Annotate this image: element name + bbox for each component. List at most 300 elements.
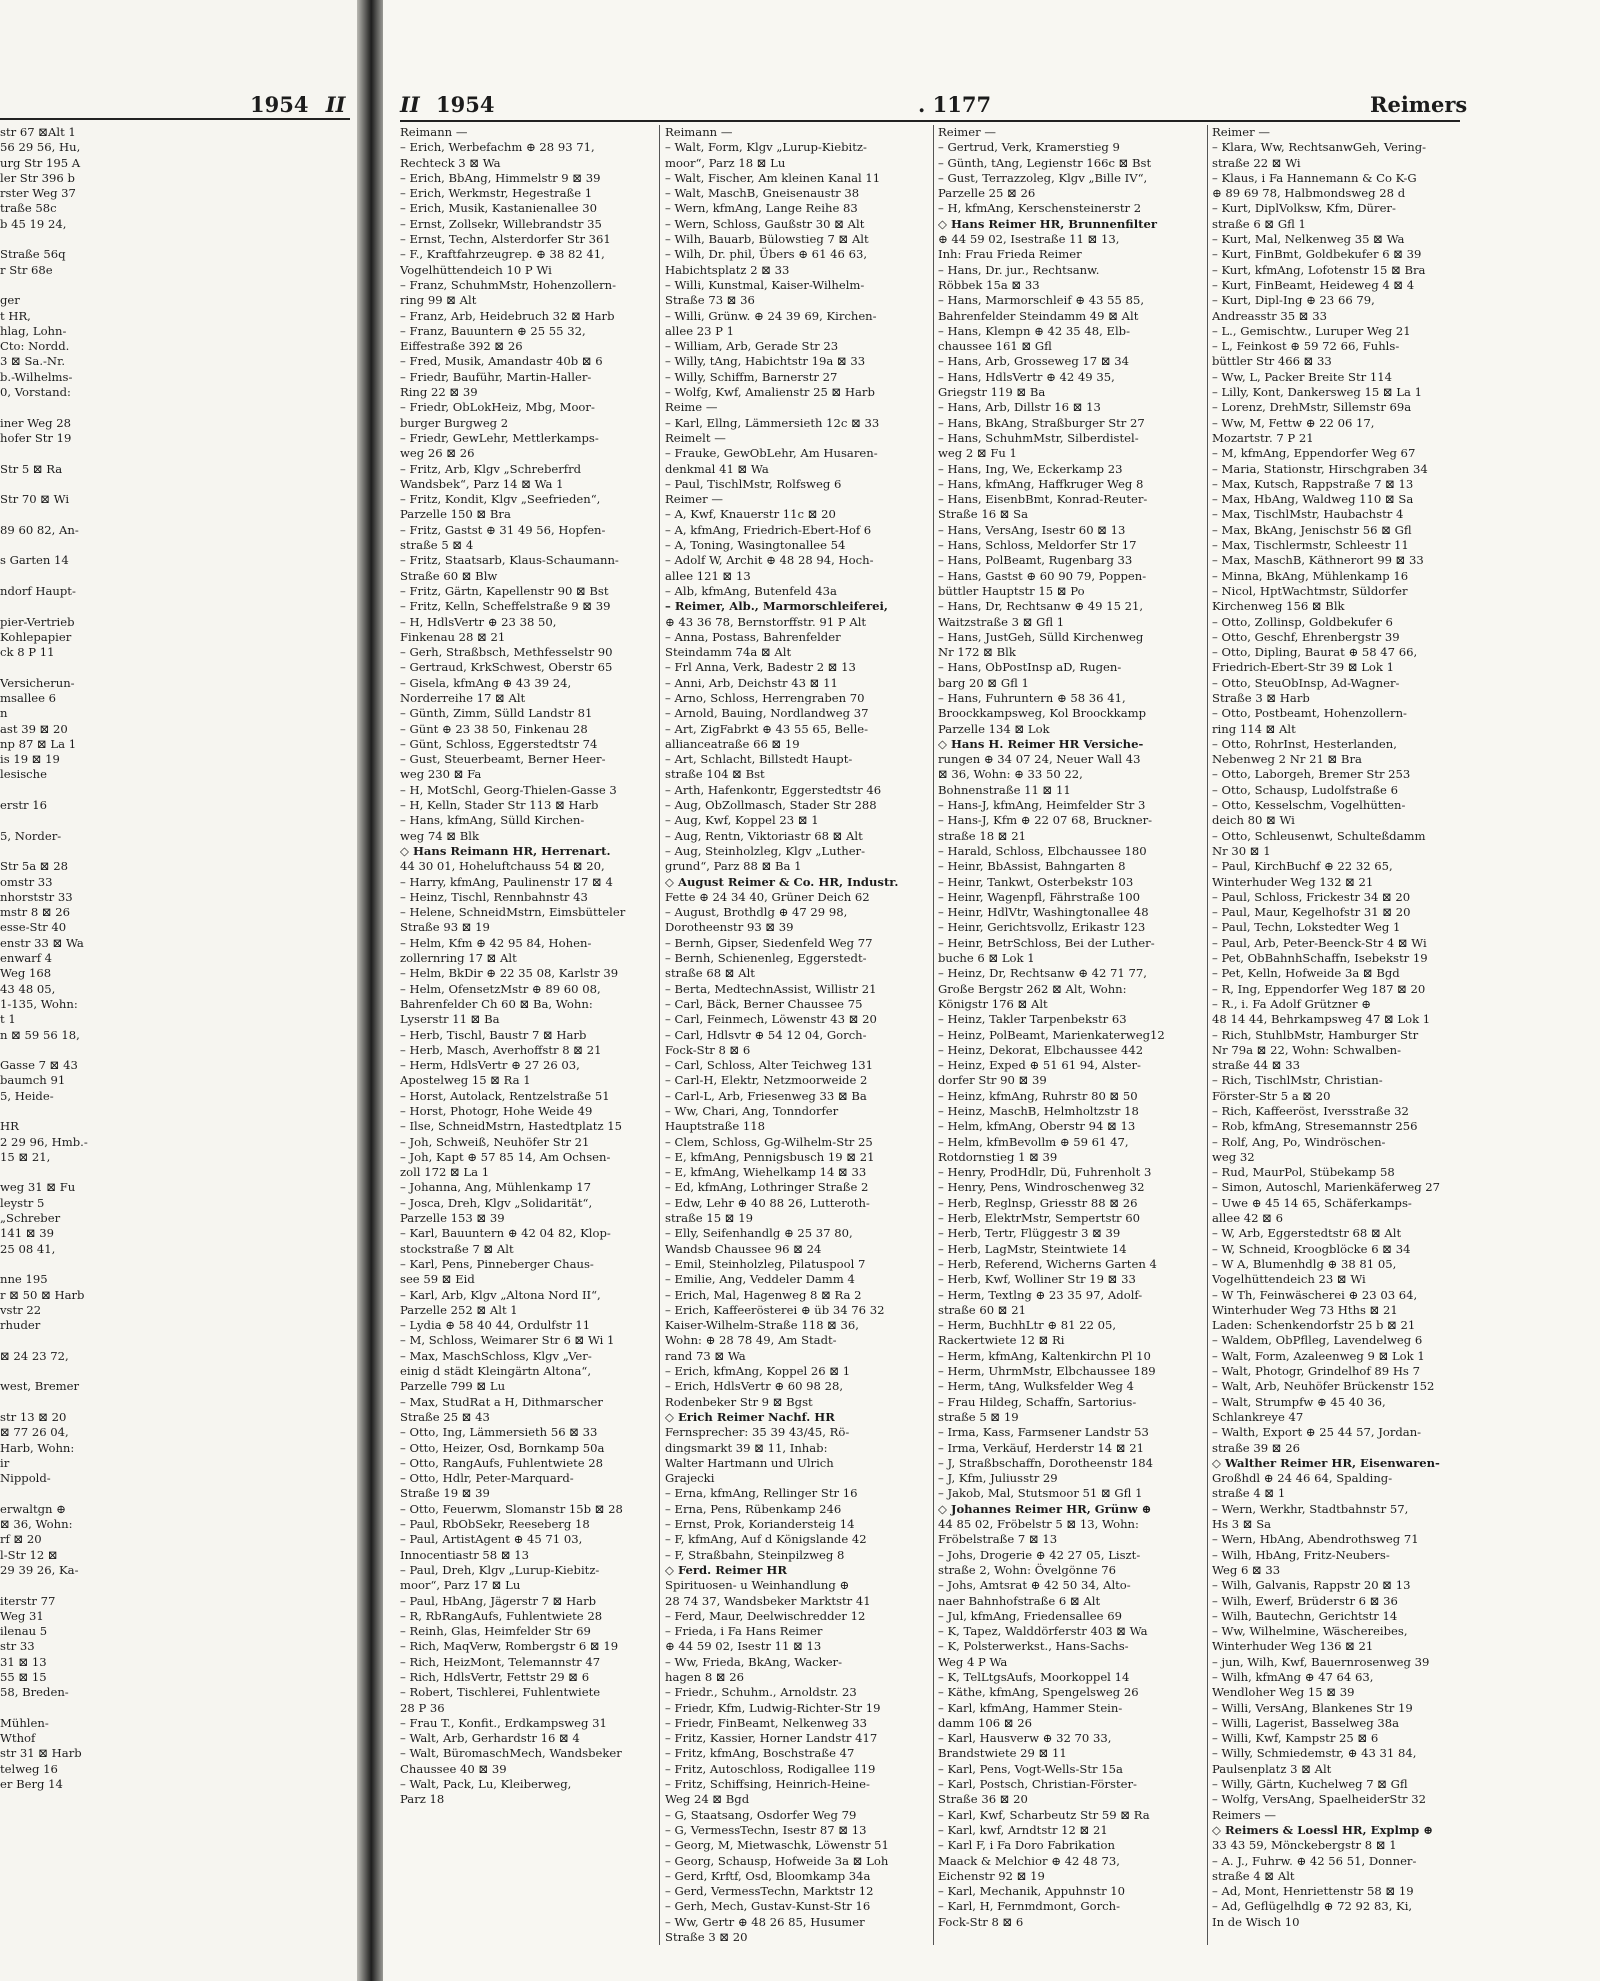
directory-entry: Norderreihe 17 ⊠ Alt bbox=[400, 690, 526, 705]
directory-entry: – Walth, Export ⊕ 25 44 57, Jordan- bbox=[1212, 1425, 1422, 1440]
directory-entry: HR bbox=[0, 1119, 19, 1134]
directory-entry bbox=[0, 813, 350, 828]
directory-entry: weg 74 ⊠ Blk bbox=[400, 828, 479, 843]
directory-entry: – Aug, Steinholzleg, Klgv „Luther- bbox=[665, 843, 866, 858]
directory-entry: – Franz, Arb, Heidebruch 32 ⊠ Harb bbox=[400, 308, 615, 323]
directory-entry: – Helm, kfmAng, Oberstr 94 ⊠ 13 bbox=[938, 1119, 1136, 1134]
directory-entry: zoll 172 ⊠ La 1 bbox=[400, 1165, 490, 1180]
directory-entry: – K, Tapez, Walddörferstr 403 ⊠ Wa bbox=[938, 1624, 1148, 1639]
directory-entry bbox=[0, 507, 350, 522]
directory-entry: – Wilh, Bautechn, Gerichtstr 14 bbox=[1212, 1608, 1398, 1623]
directory-entry: „Schreber bbox=[0, 1211, 61, 1226]
directory-entry: – Günth, tAng, Legienstr 166c ⊠ Bst bbox=[938, 155, 1152, 170]
directory-entry: – Wolfg, VersAng, SpaelheiderStr 32 bbox=[1212, 1792, 1426, 1807]
directory-entry: – Heinr, BetrSchloss, Bei der Luther- bbox=[938, 935, 1155, 950]
directory-entry: – F., Kraftfahrzeugrep. ⊕ 38 82 41, bbox=[400, 247, 605, 262]
directory-entry: – Ww, Frieda, BkAng, Wacker- bbox=[665, 1654, 843, 1669]
directory-entry: Fock-Str 8 ⊠ 6 bbox=[938, 1914, 1024, 1929]
directory-entry: iterstr 77 bbox=[0, 1593, 56, 1608]
directory-entry: weg 2 ⊠ Fu 1 bbox=[938, 446, 1017, 461]
directory-entry: – Willi, Grünw. ⊕ 24 39 69, Kirchen- bbox=[665, 308, 877, 323]
directory-entry: Wthof bbox=[0, 1731, 36, 1746]
directory-entry: – Hans, kfmAng, Sülld Kirchen- bbox=[400, 813, 585, 828]
directory-entry: – Art, ZigFabrkt ⊕ 43 55 65, Belle- bbox=[665, 721, 869, 736]
directory-entry: rungen ⊕ 34 07 24, Neuer Wall 43 bbox=[938, 752, 1141, 767]
directory-entry: chaussee 161 ⊠ Gfl bbox=[938, 339, 1052, 354]
directory-entry: straße 2, Wohn: Övelgönne 76 bbox=[938, 1562, 1116, 1577]
directory-entry: ir bbox=[0, 1455, 10, 1470]
directory-entry: buche 6 ⊠ Lok 1 bbox=[938, 951, 1035, 966]
directory-entry: weg 26 ⊠ 26 bbox=[400, 446, 475, 461]
directory-entry: – Wern, kfmAng, Lange Reihe 83 bbox=[665, 201, 858, 216]
directory-entry: – Hans, Schloss, Meldorfer Str 17 bbox=[938, 538, 1137, 553]
directory-entry: – Edw, Lehr ⊕ 40 88 26, Lutteroth- bbox=[665, 1195, 870, 1210]
directory-entry: – K, Polsterwerkst., Hans-Sachs- bbox=[938, 1639, 1129, 1654]
directory-entry: – R, Ing, Eppendorfer Weg 187 ⊠ 20 bbox=[1212, 981, 1426, 996]
directory-entry: – Wilh, Ewerf, Brüderstr 6 ⊠ 36 bbox=[1212, 1593, 1398, 1608]
directory-entry: – Gertrud, Verk, Kramerstieg 9 bbox=[938, 140, 1120, 155]
directory-entry: Andreasstr 35 ⊠ 33 bbox=[1212, 308, 1327, 323]
directory-entry: einig d städt Kleingärtn Altona“, bbox=[400, 1364, 592, 1379]
directory-entry: – Herb, ElektrMstr, Sempertstr 60 bbox=[938, 1211, 1141, 1226]
directory-entry: Vogelhüttendeich 10 P Wi bbox=[400, 262, 552, 277]
directory-entry: – L., Gemischtw., Luruper Weg 21 bbox=[1212, 323, 1411, 338]
directory-entry: – Günt, Schloss, Eggerstedtstr 74 bbox=[400, 736, 598, 751]
directory-entry: – Joh, Schweiß, Neuhöfer Str 21 bbox=[400, 1134, 590, 1149]
directory-entry: – H, kfmAng, Kerschensteinerstr 2 bbox=[938, 201, 1142, 216]
directory-entry: – Alb, kfmAng, Butenfeld 43a bbox=[665, 583, 837, 598]
directory-entry: Str 5 ⊠ Ra bbox=[0, 461, 63, 476]
directory-entry bbox=[0, 1333, 350, 1348]
directory-entry: – Rich, HdlsVertr, Fettstr 29 ⊠ 6 bbox=[400, 1669, 590, 1684]
directory-entry: – Uwe ⊕ 45 14 65, Schäferkamps- bbox=[1212, 1195, 1412, 1210]
directory-entry: Weg 24 ⊠ Bgd bbox=[665, 1792, 750, 1807]
directory-entry: ◇ August Reimer & Co. HR, Industr. bbox=[665, 874, 899, 889]
directory-entry: – Herb, Referend, Wicherns Garten 4 bbox=[938, 1256, 1157, 1271]
directory-entry: – Heinz, kfmAng, Ruhrstr 80 ⊠ 50 bbox=[938, 1088, 1138, 1103]
directory-entry: 44 30 01, Hoheluftchauss 54 ⊠ 20, bbox=[400, 859, 605, 874]
directory-entry: ger bbox=[0, 293, 20, 308]
directory-entry: – R, RbRangAufs, Fuhlentwiete 28 bbox=[400, 1608, 603, 1623]
directory-entry: Förster-Str 5 a ⊠ 20 bbox=[1212, 1088, 1331, 1103]
directory-entry: straße 6 ⊠ Gfl 1 bbox=[1212, 216, 1306, 231]
directory-entry: – Helm, kfmBevollm ⊕ 59 61 47, bbox=[938, 1134, 1129, 1149]
directory-entry: enwarf 4 bbox=[0, 951, 53, 966]
directory-entry: Chaussee 40 ⊠ 39 bbox=[400, 1761, 507, 1776]
directory-entry: Lyserstr 11 ⊠ Ba bbox=[400, 1012, 500, 1027]
directory-entry: weg 31 ⊠ Fu bbox=[0, 1180, 76, 1195]
directory-entry: – Georg, Schausp, Hofweide 3a ⊠ Loh bbox=[665, 1853, 889, 1868]
directory-entry: – Hans, ObPostInsp aD, Rugen- bbox=[938, 660, 1122, 675]
directory-entry: straße 39 ⊠ 26 bbox=[1212, 1440, 1300, 1455]
directory-entry: – Otto, Dipling, Baurat ⊕ 58 47 66, bbox=[1212, 645, 1418, 660]
directory-entry: straße 15 ⊠ 19 bbox=[665, 1211, 753, 1226]
directory-entry: – Fritz, Autoschloss, Rodigallee 119 bbox=[665, 1761, 876, 1776]
directory-entry: – Ww, M, Fettw ⊕ 22 06 17, bbox=[1212, 415, 1375, 430]
directory-entry: – Hans, Klempn ⊕ 42 35 48, Elb- bbox=[938, 323, 1130, 338]
directory-entry: burger Burgweg 2 bbox=[400, 415, 509, 430]
directory-entry: str 33 bbox=[0, 1639, 35, 1654]
directory-entry: Kirchenweg 156 ⊠ Blk bbox=[1212, 599, 1345, 614]
directory-entry: Parzelle 252 ⊠ Alt 1 bbox=[400, 1302, 518, 1317]
directory-entry: – A. J., Fuhrw. ⊕ 42 56 51, Donner- bbox=[1212, 1853, 1417, 1868]
directory-entry: Laden: Schenkendorfstr 25 b ⊠ 21 bbox=[1212, 1318, 1416, 1333]
directory-entry: – Erich, HdlsVertr ⊕ 60 98 28, bbox=[665, 1379, 844, 1394]
directory-column-2 bbox=[665, 125, 933, 1945]
directory-entry: Reimelt — bbox=[665, 430, 726, 445]
directory-entry: – Rob, kfmAng, Stresemannstr 256 bbox=[1212, 1119, 1418, 1134]
directory-entry: – E, kfmAng, Wiehelkamp 14 ⊠ 33 bbox=[665, 1165, 867, 1180]
directory-entry: – Herm, HdlsVertr ⊕ 27 26 03, bbox=[400, 1058, 580, 1073]
directory-entry: – Herb, LagMstr, Steintwiete 14 bbox=[938, 1241, 1127, 1256]
directory-entry: omstr 33 bbox=[0, 874, 53, 889]
directory-entry: er Berg 14 bbox=[0, 1777, 63, 1792]
directory-entry: erstr 16 bbox=[0, 798, 47, 813]
directory-entry: 15 ⊠ 21, bbox=[0, 1149, 51, 1164]
directory-entry: – Kurt, DiplVolksw, Kfm, Dürer- bbox=[1212, 201, 1396, 216]
directory-entry: ⊠ 36, Wohn: bbox=[0, 1517, 73, 1532]
directory-entry: straße 68 ⊠ Alt bbox=[665, 966, 755, 981]
directory-entry: – F, kfmAng, Auf d Königslande 42 bbox=[665, 1532, 867, 1547]
directory-entry: – Max, BkAng, Jenischstr 56 ⊠ Gfl bbox=[1212, 522, 1412, 537]
directory-entry: – Reinh, Glas, Heimfelder Str 69 bbox=[400, 1624, 591, 1639]
directory-entry: – Karl, Kwf, Scharbeutz Str 59 ⊠ Ra bbox=[938, 1807, 1150, 1822]
directory-entry: – Jakob, Mal, Stutsmoor 51 ⊠ Gfl 1 bbox=[938, 1486, 1143, 1501]
directory-entry: – Herb, Kwf, Wolliner Str 19 ⊠ 33 bbox=[938, 1272, 1136, 1287]
directory-entry: – Fritz, Gärtn, Kapellenstr 90 ⊠ Bst bbox=[400, 583, 609, 598]
directory-entry: b 45 19 24, bbox=[0, 216, 67, 231]
directory-column-3 bbox=[938, 125, 1210, 1930]
directory-entry: – Ww, Gertr ⊕ 48 26 85, Husumer bbox=[665, 1914, 865, 1929]
directory-entry: moor“, Parz 17 ⊠ Lu bbox=[400, 1578, 521, 1593]
directory-entry: – Klaus, i Fa Hannemann & Co K-G bbox=[1212, 170, 1417, 185]
directory-entry: – Otto, Hdlr, Peter-Marquard- bbox=[400, 1471, 574, 1486]
directory-entry: Mühlen- bbox=[0, 1715, 49, 1730]
directory-entry: – Herb, Tertr, Flüggestr 3 ⊠ 39 bbox=[938, 1226, 1121, 1241]
directory-entry: – Paul, Dreh, Klgv „Lurup-Kiebitz- bbox=[400, 1562, 600, 1577]
directory-entry: – Adolf W, Archit ⊕ 48 28 94, Hoch- bbox=[665, 553, 874, 568]
directory-entry: – Erna, kfmAng, Rellinger Str 16 bbox=[665, 1486, 858, 1501]
directory-entry: hagen 8 ⊠ 26 bbox=[665, 1669, 745, 1684]
directory-entry: – Arno, Schloss, Herrengraben 70 bbox=[665, 690, 865, 705]
directory-entry: – Fritz, kfmAng, Boschstraße 47 bbox=[665, 1746, 855, 1761]
directory-entry: Straße 3 ⊠ 20 bbox=[665, 1930, 748, 1945]
directory-entry: – J, Kfm, Juliusstr 29 bbox=[938, 1471, 1058, 1486]
directory-entry: – Ed, kfmAng, Lothringer Straße 2 bbox=[665, 1180, 869, 1195]
directory-entry: leystr 5 bbox=[0, 1195, 45, 1210]
directory-entry: Versicherun- bbox=[0, 675, 75, 690]
directory-entry: – Pet, ObBahnhSchaffn, Isebekstr 19 bbox=[1212, 951, 1428, 966]
directory-entry: – Erich, kfmAng, Koppel 26 ⊠ 1 bbox=[665, 1364, 851, 1379]
directory-entry: – Wilh, Dr. phil, Übers ⊕ 61 46 63, bbox=[665, 247, 868, 262]
directory-entry: – Hans, Arb, Dillstr 16 ⊠ 13 bbox=[938, 400, 1101, 415]
directory-entry: – Paul, Techn, Lokstedter Weg 1 bbox=[1212, 920, 1401, 935]
directory-entry: – Henry, Pens, Windroschenweg 32 bbox=[938, 1180, 1145, 1195]
directory-entry: – Wilh, Galvanis, Rappstr 20 ⊠ 13 bbox=[1212, 1578, 1411, 1593]
directory-entry: ◇ Reimers & Loessl HR, Explmp ⊕ bbox=[1212, 1822, 1433, 1837]
directory-entry: – Frau Hildeg, Schaffn, Sartorius- bbox=[938, 1394, 1137, 1409]
directory-entry: – Walt, Arb, Neuhöfer Brückenstr 152 bbox=[1212, 1379, 1435, 1394]
directory-entry: – Käthe, kfmAng, Spengelsweg 26 bbox=[938, 1685, 1139, 1700]
directory-entry: – A, Kwf, Knauerstr 11c ⊠ 20 bbox=[665, 507, 836, 522]
directory-entry: – Friedr, GewLehr, Mettlerkamps- bbox=[400, 430, 599, 445]
directory-entry: hofer Str 19 bbox=[0, 430, 72, 445]
directory-entry: – Hans, Dr. jur., Rechtsanw. bbox=[938, 262, 1100, 277]
directory-entry: nhorststr 33 bbox=[0, 889, 73, 904]
directory-entry: straße 22 ⊠ Wi bbox=[1212, 155, 1301, 170]
directory-entry: – Herb, Tischl, Baustr 7 ⊠ Harb bbox=[400, 1027, 587, 1042]
directory-entry: – Elly, Seifenhandlg ⊕ 25 37 80, bbox=[665, 1226, 853, 1241]
directory-entry: Röbbek 15a ⊠ 33 bbox=[938, 277, 1040, 292]
directory-entry: – Herm, kfmAng, Kaltenkirchn Pl 10 bbox=[938, 1348, 1151, 1363]
directory-entry: – Hans, Dr, Rechtsanw ⊕ 49 15 21, bbox=[938, 599, 1144, 614]
directory-entry: – Bernh, Schienenleg, Eggerstedt- bbox=[665, 951, 867, 966]
directory-entry: Straße 36 ⊠ 20 bbox=[938, 1792, 1028, 1807]
directory-entry: – H, HdlsVertr ⊕ 23 38 50, bbox=[400, 614, 557, 629]
directory-entry: – Helm, OfensetzMstr ⊕ 89 60 08, bbox=[400, 981, 601, 996]
directory-entry: – Otto, Schleusenwt, Schulteßdamm bbox=[1212, 828, 1426, 843]
directory-entry: – Robert, Tischlerei, Fuhlentwiete bbox=[400, 1685, 601, 1700]
directory-entry: – Art, Schlacht, Billstedt Haupt- bbox=[665, 752, 853, 767]
directory-entry: – Hans, EisenbBmt, Konrad-Reuter- bbox=[938, 492, 1148, 507]
directory-entry: Gasse 7 ⊠ 43 bbox=[0, 1058, 78, 1073]
directory-entry: – Arth, Hafenkontr, Eggerstedtstr 46 bbox=[665, 782, 882, 797]
directory-entry: – Hans, JustGeh, Sülld Kirchenweg bbox=[938, 629, 1144, 644]
directory-entry: – Johanna, Ang, Mühlenkamp 17 bbox=[400, 1180, 591, 1195]
directory-entry: – Lilly, Kont, Dankersweg 15 ⊠ La 1 bbox=[1212, 385, 1422, 400]
directory-entry: weg 230 ⊠ Fa bbox=[400, 767, 482, 782]
directory-entry: – Emil, Steinholzleg, Pilatuspool 7 bbox=[665, 1256, 866, 1271]
directory-entry: – Karl, Mechanik, Appuhnstr 10 bbox=[938, 1884, 1126, 1899]
directory-entry: rf ⊠ 20 bbox=[0, 1532, 42, 1547]
directory-entry: – Walt, Fischer, Am kleinen Kanal 11 bbox=[665, 170, 881, 185]
directory-entry: – Karl, Ellng, Lämmersieth 12c ⊠ 33 bbox=[665, 415, 880, 430]
directory-entry: – Maria, Stationstr, Hirschgraben 34 bbox=[1212, 461, 1428, 476]
directory-entry bbox=[0, 660, 350, 675]
directory-entry: ck 8 P 11 bbox=[0, 645, 55, 660]
directory-entry: Parzelle 799 ⊠ Lu bbox=[400, 1379, 506, 1394]
directory-entry: 25 08 41, bbox=[0, 1241, 56, 1256]
directory-entry: – Friedr., Schuhm., Arnoldstr. 23 bbox=[665, 1685, 857, 1700]
directory-entry: rster Weg 37 bbox=[0, 186, 76, 201]
directory-entry: ndorf Haupt- bbox=[0, 583, 76, 598]
directory-entry: – jun, Wilh, Kwf, Bauernrosenweg 39 bbox=[1212, 1654, 1430, 1669]
directory-entry: 28 P 36 bbox=[400, 1700, 445, 1715]
directory-entry: – Hans, BkAng, Straßburger Str 27 bbox=[938, 415, 1145, 430]
directory-entry: Weg 168 bbox=[0, 966, 52, 981]
directory-entry: traße 58c bbox=[0, 201, 57, 216]
directory-entry: – H, MotSchl, Georg-Thielen-Gasse 3 bbox=[400, 782, 617, 797]
directory-entry: – Rolf, Ang, Po, Windröschen- bbox=[1212, 1134, 1386, 1149]
directory-entry: – Carl-L, Arb, Friesenweg 33 ⊠ Ba bbox=[665, 1088, 867, 1103]
directory-entry bbox=[0, 569, 350, 584]
directory-entry: straße 5 ⊠ 19 bbox=[938, 1409, 1019, 1424]
directory-entry bbox=[0, 400, 350, 415]
directory-entry: – Heinr, HdlVtr, Washingtonallee 48 bbox=[938, 905, 1149, 920]
directory-entry: ◇ Walther Reimer HR, Eisenwaren- bbox=[1212, 1455, 1440, 1470]
directory-entry: – Erich, Musik, Kastanienallee 30 bbox=[400, 201, 598, 216]
directory-entry: 33 43 59, Mönckebergstr 8 ⊠ 1 bbox=[1212, 1838, 1397, 1853]
directory-entry: – Herm, tAng, Wulksfelder Weg 4 bbox=[938, 1379, 1134, 1394]
directory-entry: Straße 25 ⊠ 43 bbox=[400, 1409, 490, 1424]
directory-entry: – Franz, SchuhmMstr, Hohenzollern- bbox=[400, 277, 617, 292]
directory-entry: – Karl, Bauuntern ⊕ 42 04 82, Klop- bbox=[400, 1226, 611, 1241]
directory-entry: grund“, Parz 88 ⊠ Ba 1 bbox=[665, 859, 802, 874]
directory-entry: – Otto, RangAufs, Fuhlentwiete 28 bbox=[400, 1455, 604, 1470]
directory-entry: – Carl, Schloss, Alter Teichweg 131 bbox=[665, 1058, 873, 1073]
directory-entry: In de Wisch 10 bbox=[1212, 1914, 1300, 1929]
directory-entry: Str 5a ⊠ 28 bbox=[0, 859, 68, 874]
directory-entry: – Willi, VersAng, Blankenes Str 19 bbox=[1212, 1700, 1413, 1715]
left-header-year: 1954 bbox=[250, 92, 309, 117]
directory-entry: Innocentiastr 58 ⊠ 13 bbox=[400, 1547, 530, 1562]
directory-entry: – Walt, BüromaschMech, Wandsbeker bbox=[400, 1746, 622, 1761]
directory-entry: Steindamm 74a ⊠ Alt bbox=[665, 645, 792, 660]
directory-entry: – Herm, Textlng ⊕ 23 35 97, Adolf- bbox=[938, 1287, 1143, 1302]
directory-entry: – Willy, Schmiedemstr, ⊕ 43 31 84, bbox=[1212, 1746, 1417, 1761]
directory-entry: – M, kfmAng, Eppendorfer Weg 67 bbox=[1212, 446, 1416, 461]
directory-entry: – Karl, kfmAng, Hammer Stein- bbox=[938, 1700, 1123, 1715]
directory-entry: – Erich, Werbefachm ⊕ 28 93 71, bbox=[400, 140, 595, 155]
directory-entry: – Gerd, VermessTechn, Marktstr 12 bbox=[665, 1884, 874, 1899]
directory-entry: – Aug, Kwf, Koppel 23 ⊠ 1 bbox=[665, 813, 819, 828]
directory-entry: – Paul, RbObSekr, Reeseberg 18 bbox=[400, 1517, 590, 1532]
directory-entry: ◇ Johannes Reimer HR, Grünw ⊕ bbox=[938, 1501, 1152, 1516]
directory-entry: – Walt, Strumpfw ⊕ 45 40 36, bbox=[1212, 1394, 1386, 1409]
directory-entry: Kohlepapier bbox=[0, 629, 72, 644]
directory-entry: – Wern, HbAng, Abendrothsweg 71 bbox=[1212, 1532, 1419, 1547]
directory-entry: – Willi, Lagerist, Basselweg 38a bbox=[1212, 1715, 1399, 1730]
directory-entry: naer Bahnhofstraße 6 ⊠ Alt bbox=[938, 1593, 1101, 1608]
directory-entry: – Walt, MaschB, Gneisenaustr 38 bbox=[665, 186, 860, 201]
directory-entry: – L, Feinkost ⊕ 59 72 66, Fuhls- bbox=[1212, 339, 1400, 354]
directory-entry: – Horst, Photogr, Hohe Weide 49 bbox=[400, 1104, 593, 1118]
directory-entry: Bahrenfelder Steindamm 49 ⊠ Alt bbox=[938, 308, 1139, 323]
directory-entry: – Fritz, Kondit, Klgv „Seefrieden“, bbox=[400, 492, 601, 507]
directory-entry: – Heinr, Tankwt, Osterbekstr 103 bbox=[938, 874, 1134, 889]
directory-entry: ⊠ 36, Wohn: ⊕ 33 50 22, bbox=[938, 767, 1083, 782]
directory-entry: n bbox=[0, 706, 8, 721]
directory-entry: – Max, MaschSchloss, Klgv „Ver- bbox=[400, 1348, 592, 1363]
directory-entry: – Franz, Bauuntern ⊕ 25 55 32, bbox=[400, 323, 586, 338]
directory-entry bbox=[0, 1165, 350, 1180]
directory-entry: Große Bergstr 262 ⊠ Alt, Wohn: bbox=[938, 981, 1127, 996]
directory-entry: – Helene, SchneidMstrn, Eimsbütteler bbox=[400, 905, 626, 920]
directory-entry: – Simon, Autoschl, Marienkäferweg 27 bbox=[1212, 1180, 1441, 1195]
directory-entry: Friedrich-Ebert-Str 39 ⊠ Lok 1 bbox=[1212, 660, 1395, 675]
directory-entry: – Heinz, Dekorat, Elbchaussee 442 bbox=[938, 1042, 1144, 1057]
directory-entry: Waitzstraße 3 ⊠ Gfl 1 bbox=[938, 614, 1065, 629]
directory-entry: – Ad, Mont, Henriettenstr 58 ⊠ 19 bbox=[1212, 1884, 1414, 1899]
directory-entry: – Herm, BuchhLtr ⊕ 81 22 05, bbox=[938, 1318, 1117, 1333]
directory-entry bbox=[0, 538, 350, 553]
directory-entry: – Karl, kwf, Arndtstr 12 ⊠ 21 bbox=[938, 1822, 1108, 1837]
directory-entry: ◇ Hans H. Reimer HR Versiche- bbox=[938, 736, 1144, 751]
directory-entry: Fernsprecher: 35 39 43/45, Rö- bbox=[665, 1425, 850, 1440]
directory-entry: Str 70 ⊠ Wi bbox=[0, 492, 70, 507]
directory-entry: weg 32 bbox=[1212, 1149, 1255, 1164]
directory-entry: 2 29 96, Hmb.- bbox=[0, 1134, 88, 1149]
directory-entry: ◇ Erich Reimer Nachf. HR bbox=[665, 1409, 835, 1424]
directory-entry: 29 39 26, Ka- bbox=[0, 1562, 79, 1577]
directory-entry: 56 29 56, Hu, bbox=[0, 140, 81, 155]
directory-entry: straße 4 ⊠ Alt bbox=[1212, 1868, 1295, 1883]
directory-entry: – Friedr, Kfm, Ludwig-Richter-Str 19 bbox=[665, 1700, 881, 1715]
directory-entry: – K, TelLtgsAufs, Moorkoppel 14 bbox=[938, 1669, 1130, 1684]
directory-entry: Reimer — bbox=[938, 125, 996, 139]
directory-entry bbox=[0, 1104, 350, 1119]
directory-entry: – Heinz, Takler Tarpenbekstr 63 bbox=[938, 1012, 1127, 1027]
directory-entry bbox=[0, 599, 350, 614]
directory-entry: ◇ Hans Reimer HR, Brunnenfilter bbox=[938, 216, 1157, 231]
directory-entry: ◇ Hans Reimann HR, Herrenart. bbox=[400, 843, 611, 858]
directory-entry: 5, Heide- bbox=[0, 1088, 54, 1103]
directory-entry: – Carl-H, Elektr, Netzmoorweide 2 bbox=[665, 1073, 868, 1088]
directory-entry: – Horst, Autolack, Rentzelstraße 51 bbox=[400, 1088, 610, 1103]
directory-entry: – Gisela, kfmAng ⊕ 43 39 24, bbox=[400, 675, 572, 690]
directory-entry: – Heinr, BbAssist, Bahngarten 8 bbox=[938, 859, 1126, 874]
directory-entry: Reimann — bbox=[400, 125, 468, 139]
directory-entry: Schlankreye 47 bbox=[1212, 1409, 1304, 1424]
directory-entry: – Paul, KirchBuchf ⊕ 22 32 65, bbox=[1212, 859, 1393, 874]
directory-entry: – Otto, Geschf, Ehrenbergstr 39 bbox=[1212, 629, 1400, 644]
directory-entry: – Berta, MedtechnAssist, Willistr 21 bbox=[665, 981, 877, 996]
directory-entry: ⊕ 44 59 02, Isestr 11 ⊠ 13 bbox=[665, 1639, 822, 1654]
directory-entry: – Anni, Arb, Deichstr 43 ⊠ 11 bbox=[665, 675, 838, 690]
directory-entry: Cto: Nordd. bbox=[0, 339, 70, 354]
directory-entry: – Hans, Fuhruntern ⊕ 58 36 41, bbox=[938, 690, 1126, 705]
directory-entry: – Hans, SchuhmMstr, Silberdistel- bbox=[938, 430, 1139, 445]
directory-entry: Reimann — bbox=[665, 125, 733, 139]
directory-entry: straße 104 ⊠ Bst bbox=[665, 767, 765, 782]
directory-entry: – Willy, Gärtn, Kuchelweg 7 ⊠ Gfl bbox=[1212, 1777, 1408, 1792]
directory-entry: Broockkampsweg, Kol Broockkamp bbox=[938, 706, 1147, 721]
directory-entry: – Ww, Wilhelmine, Wäschereibes, bbox=[1212, 1624, 1408, 1639]
directory-entry: Wandsbek“, Parz 14 ⊠ Wa 1 bbox=[400, 476, 564, 491]
directory-entry: np 87 ⊠ La 1 bbox=[0, 736, 77, 751]
directory-entry: str 13 ⊠ 20 bbox=[0, 1409, 67, 1424]
directory-entry: Paulsenplatz 3 ⊠ Alt bbox=[1212, 1761, 1332, 1776]
directory-entry: – Max, TischlMstr, Haubachstr 4 bbox=[1212, 507, 1404, 522]
directory-entry: – Rich, HeizMont, Telemannstr 47 bbox=[400, 1654, 601, 1669]
directory-entry: – Heinz, Tischl, Rennbahnstr 43 bbox=[400, 889, 588, 904]
directory-entry: – Walt, Form, Azaleenweg 9 ⊠ Lok 1 bbox=[1212, 1348, 1425, 1363]
directory-entry: – Emilie, Ang, Veddeler Damm 4 bbox=[665, 1272, 855, 1287]
directory-entry: Apostelweg 15 ⊠ Ra 1 bbox=[400, 1073, 531, 1088]
directory-entry bbox=[0, 844, 350, 859]
directory-entry: Reimers — bbox=[1212, 1807, 1276, 1822]
directory-entry: – Arnold, Bauing, Nordlandweg 37 bbox=[665, 706, 869, 721]
directory-entry: r ⊠ 50 ⊠ Harb bbox=[0, 1287, 85, 1302]
directory-entry bbox=[0, 783, 350, 798]
directory-entry bbox=[0, 1364, 350, 1379]
directory-entry: Nippold- bbox=[0, 1471, 51, 1486]
directory-entry: – Otto, RohrInst, Hesterlanden, bbox=[1212, 736, 1397, 751]
directory-entry: str 31 ⊠ Harb bbox=[0, 1746, 82, 1761]
directory-entry: – Johs, Drogerie ⊕ 42 27 05, Liszt- bbox=[938, 1547, 1141, 1562]
directory-entry bbox=[0, 278, 350, 293]
directory-entry: – Herb, Reglnsp, Griesstr 88 ⊠ 26 bbox=[938, 1195, 1138, 1210]
directory-entry: – Karl, H, Fernmdmont, Gorch- bbox=[938, 1899, 1120, 1914]
directory-entry: ⊠ 77 26 04, bbox=[0, 1425, 69, 1440]
directory-entry: Brandstwiete 29 ⊠ 11 bbox=[938, 1746, 1067, 1761]
directory-entry: rhuder bbox=[0, 1318, 41, 1333]
directory-entry: str 67 ⊠Alt 1 bbox=[0, 125, 76, 139]
directory-entry: Straße 56q bbox=[0, 247, 66, 262]
directory-entry: – Walt, Arb, Gerhardstr 16 ⊠ 4 bbox=[400, 1731, 580, 1746]
directory-entry: – Wern, Schloss, Gaußstr 30 ⊠ Alt bbox=[665, 216, 865, 231]
directory-entry: – Klara, Ww, RechtsanwGeh, Vering- bbox=[1212, 140, 1427, 155]
